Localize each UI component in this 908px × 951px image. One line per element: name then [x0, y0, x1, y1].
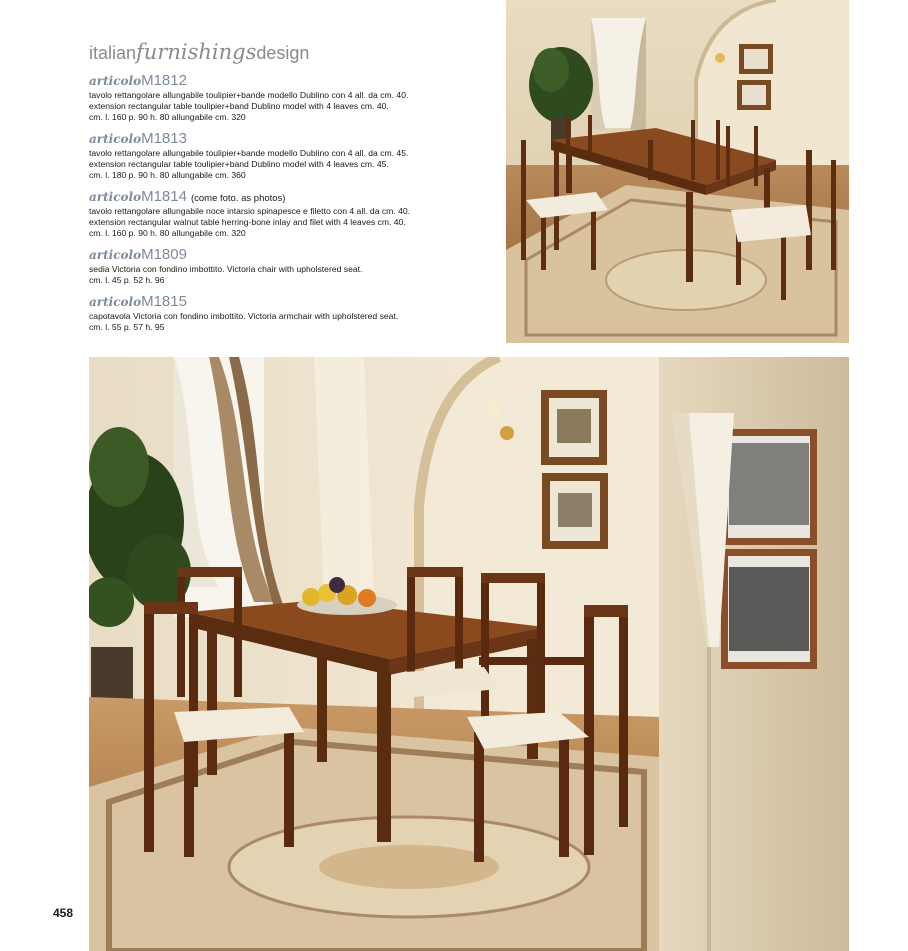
- article-m1812: [89, 72, 499, 123]
- article-prefix: articolo: [89, 190, 142, 204]
- photo-dining-room: [89, 357, 849, 951]
- article-m1815: [89, 293, 499, 333]
- brand-header: [89, 40, 389, 64]
- article-line: cm. l. 160 p. 90 h. 80 allungabile cm. 320: [89, 112, 246, 122]
- article-code: M1812: [141, 72, 187, 89]
- article-m1809: [89, 246, 499, 286]
- article-list: [89, 72, 499, 340]
- photo-dining-room-illustration: [89, 357, 849, 951]
- article-line: tavolo rettangolare allungabile noce intarsio spinapesce e filetto con 4 all. da cm. 40.: [89, 206, 411, 216]
- article-note: (come foto. as photos): [190, 193, 286, 204]
- article-line: cm. l. 180 p. 90 h. 80 allungabile cm. 360: [89, 170, 246, 180]
- brand-script: furnishings: [136, 40, 257, 64]
- article-code: M1814: [141, 188, 187, 205]
- brand-suffix: design: [256, 43, 310, 63]
- article-prefix: articolo: [89, 248, 142, 262]
- article-prefix: articolo: [89, 132, 142, 146]
- article-code: M1813: [141, 130, 187, 147]
- page-number: 458: [53, 906, 74, 920]
- article-m1814: [89, 188, 499, 239]
- article-code: M1815: [141, 293, 187, 310]
- article-heading: [89, 72, 499, 90]
- article-line: sedia Victoria con fondino imbottito. Victoria chair with upholstered seat.: [89, 264, 363, 274]
- article-line: extension rectangular walnut table herring-bone inlay and filet with 4 leaves cm. 40.: [89, 217, 406, 227]
- article-heading: [89, 293, 499, 311]
- article-line: capotavola Victoria con fondino imbottito. Victoria armchair with upholstered seat.: [89, 311, 399, 321]
- photo-extended-table: [506, 0, 849, 343]
- article-line: cm. l. 45 p. 52 h. 96: [89, 275, 165, 285]
- article-line: cm. l. 55 p. 57 h. 95: [89, 322, 165, 332]
- article-heading: [89, 188, 499, 206]
- article-line: extension rectangular table toulipier+band Dublino model with 4 leaves cm. 40.: [89, 101, 389, 111]
- article-line: tavolo rettangolare allungabile toulipier+bande modello Dublino con 4 all. da cm. 40.: [89, 90, 409, 100]
- article-prefix: articolo: [89, 295, 142, 309]
- article-prefix: articolo: [89, 74, 142, 88]
- article-heading: [89, 246, 499, 264]
- article-m1813: [89, 130, 499, 181]
- article-line: extension rectangular table toulipier+band Dublino model with 4 leaves cm. 45.: [89, 159, 389, 169]
- article-line: tavolo rettangolare allungabile toulipier+bande modello Dublino con 4 all. da cm. 45.: [89, 148, 409, 158]
- article-line: cm. l. 160 p. 90 h. 80 allungabile cm. 320: [89, 228, 246, 238]
- photo-extended-table-illustration: [506, 0, 849, 343]
- brand-prefix: italian: [89, 43, 137, 63]
- article-code: M1809: [141, 246, 187, 263]
- article-heading: [89, 130, 499, 148]
